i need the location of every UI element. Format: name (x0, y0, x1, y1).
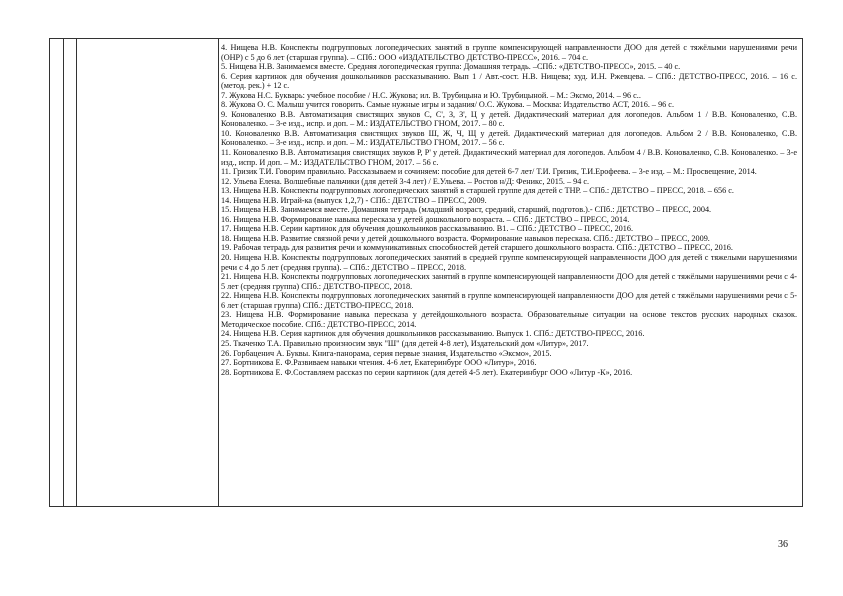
reference-item: 20. Нищева Н.В. Конспекты подгрупповых логопедических занятий в средней группе компенсирующей направленности ДОО для детей с тяжелыми нарушениями речи с 4 до 5 лет (средняя группа). – СПб.: ДЕТСТВО – ПРЕСС, 2018. (221, 253, 797, 272)
reference-item: 4. Нищева Н.В. Конспекты подгрупповых логопедических занятий в группе компенсирующей направленности ДОО для детей с тяжёлыми нарушениями речи (ОНР) с 5 до 6 лет (старшая группа). – СПб.: ООО «ИЗДАТЕЛЬСТВО ДЕТСТВО-ПРЕСС», 2016. – 704 с. (221, 43, 797, 62)
reference-table (49, 38, 803, 507)
reference-item: 5. Нищева Н.В. Занимаемся вместе. Средняя логопедическая группа: Домашняя тетрадь. –СПб.: «ДЕТСТВО-ПРЕСС», 2015. – 40 с. (221, 62, 681, 72)
reference-item: 26. Горбаценич А. Буквы. Книга-панорама, серия первые знания, Издательство «Эксмо», 2015. (221, 348, 552, 358)
table-column-divider (63, 39, 64, 506)
reference-item: 16. Нищева Н.В. Формирование навыка пересказа у детей дошкольного возраста. – СПб.: ДЕТСТВО – ПРЕСС, 2014. (221, 214, 630, 224)
reference-item: 27. Бортникова Е. Ф.Развиваем навыки чтения. 4-6 лет, Екатеринбург ООО «Литур», 2016. (221, 358, 537, 368)
reference-item: 14. Нищева Н.В. Играй-ка (выпуск 1,2,7) - СПб.: ДЕТСТВО – ПРЕСС, 2009. (221, 195, 487, 205)
reference-item: 8. Жукова О. С. Малыш учится говорить. Самые нужные игры и задания/ О.С. Жукова. – Москва: Издательство АСТ, 2016. – 96 с. (221, 100, 674, 110)
reference-item: 19. Рабочая тетрадь для развития речи и коммуникативных способностей детей старшего дошкольного возраста. СПб.: ДЕТСТВО – ПРЕСС, 2016. (221, 243, 733, 253)
reference-item: 15. Нищева Н.В. Занимаемся вместе. Домашняя тетрадь (младший возраст, средний, старший, подготов.).- СПб.: ДЕТСТВО – ПРЕСС, 2004. (221, 205, 712, 215)
reference-item: 11. Коноваленко В.В. Автоматизация свистящих звуков Р, Р' у детей. Дидактический материал для логопедов. Альбом 4 / В.В. Коноваленко, С.В. Коноваленко. – 3-е изд., испр. И доп. – М.: ИЗДАТЕЛЬСТВО ГНОМ, 2017. – 56 с. (221, 148, 797, 167)
reference-item: 24. Нищева Н.В. Серия картинок для обучения дошкольников рассказыванию. Выпуск 1. СПб.: ДЕТСТВО-ПРЕСС, 2016. (221, 329, 645, 339)
reference-item: 12. Ульева Елена. Волшебные пальчики (для детей 3-4 лет) / Е.Ульева. – Ростов н/Д: Феникс, 2015. – 94 с. (221, 176, 590, 186)
reference-item: 10. Коноваленко В.В. Автоматизация свистящих звуков Ш, Ж, Ч, Щ у детей. Дидактический материал для логопедов. Альбом 2 / В.В. Коноваленко, С.В. Коноваленко. – 3-е изд., испр. и доп. – М.: ИЗДАТЕЛЬСТВО ГНОМ, 2017. – 56 с. (221, 128, 797, 148)
reference-item: 18. Нищева Н.В. Развитие связной речи у детей дошкольного возраста. Формирование навыков пересказа. СПб.: ДЕТСТВО – ПРЕСС, 2009. (221, 233, 710, 243)
table-column-divider (76, 39, 77, 506)
reference-item: 23. Нищева Н.В. Формирование навыка пересказа у детейдошкольного возраста. Образовательные ситуации на основе текстов русских народных сказок. Методическое пособие. СПб.: ДЕТСТВО-ПРЕСС, 2014. (221, 310, 797, 329)
page-number: 36 (778, 539, 788, 550)
reference-item: 11. Гризик Т.И. Говорим правильно. Рассказываем и сочиняем: пособие для детей 6-7 лет/ Т.И. Гризик, Т.И.Ерофеева. – 3-е изд. – М.: Просвещение, 2014. (221, 167, 757, 177)
reference-item: 21. Нищева Н.В. Конспекты подгрупповых логопедических занятий в группе компенсирующей направленности ДОО для детей с тяжёлыми нарушениями речи с 4-5 лет (средняя группа) СПб.: ДЕТСТВО-ПРЕСС, 2018. (221, 272, 797, 291)
reference-item: 17. Нищева Н.В. Серии картинок для обучения дошкольников рассказыванию. В1. – СПб.: ДЕТСТВО – ПРЕСС, 2016. (221, 224, 633, 234)
reference-item: 9. Коноваленко В.В. Автоматизация свистящих звуков С, С', З, З', Ц у детей. Дидактический материал для логопедов. Альбом 1 / В.В. Коноваленко, С.В. Коноваленко. – 3-е изд., испр. и доп. – М.: ИЗДАТЕЛЬСТВО ГНОМ, 2017. – 80 с. (221, 109, 797, 129)
reference-item: 22. Нищева Н.В. Конспекты подгрупповых логопедических занятий в группе компенсирующей направленности ДОО для детей с тяжёлыми нарушениями речи с 5-6 лет (старшая группа) СПб.: ДЕТСТВО-ПРЕСС, 2018. (221, 291, 797, 310)
reference-item: 28. Бортникова Е. Ф.Составляем рассказ по серии картинок (для детей 4-5 лет). Екатеринбург ООО «Литур -К», 2016. (221, 367, 633, 377)
reference-item: 7. Жукова Н.С. Букварь: учебное пособие / Н.С. Жукова; ил. В. Трубицына и Ю. Трубицыной. – М.: Эксмо, 2014. – 96 с.. (221, 90, 641, 100)
table-column-divider (218, 39, 219, 506)
reference-item: 13. Нищева Н.В. Конспекты подгрупповых логопедических занятий в старшей группе для детей с ТНР. – СПб.: ДЕТСТВО – ПРЕСС, 2018. – 656 с. (221, 186, 734, 196)
reference-item: 25. Ткаченко Т.А. Правильно произносим звук "Ш" (для детей 4-8 лет), Издательский дом «Литур», 2017. (221, 338, 589, 348)
reference-item: 6. Серия картинок для обучения дошкольников рассказыванию. Вып 1 / Авт.-сост. Н.В. Нищева; худ. И.Н. Ржевцева. – СПб.: ДЕТСТВО-ПРЕСС, 2016. – 16 с. (метод. рек.) + 12 с. (221, 71, 797, 91)
reference-list (221, 43, 797, 377)
